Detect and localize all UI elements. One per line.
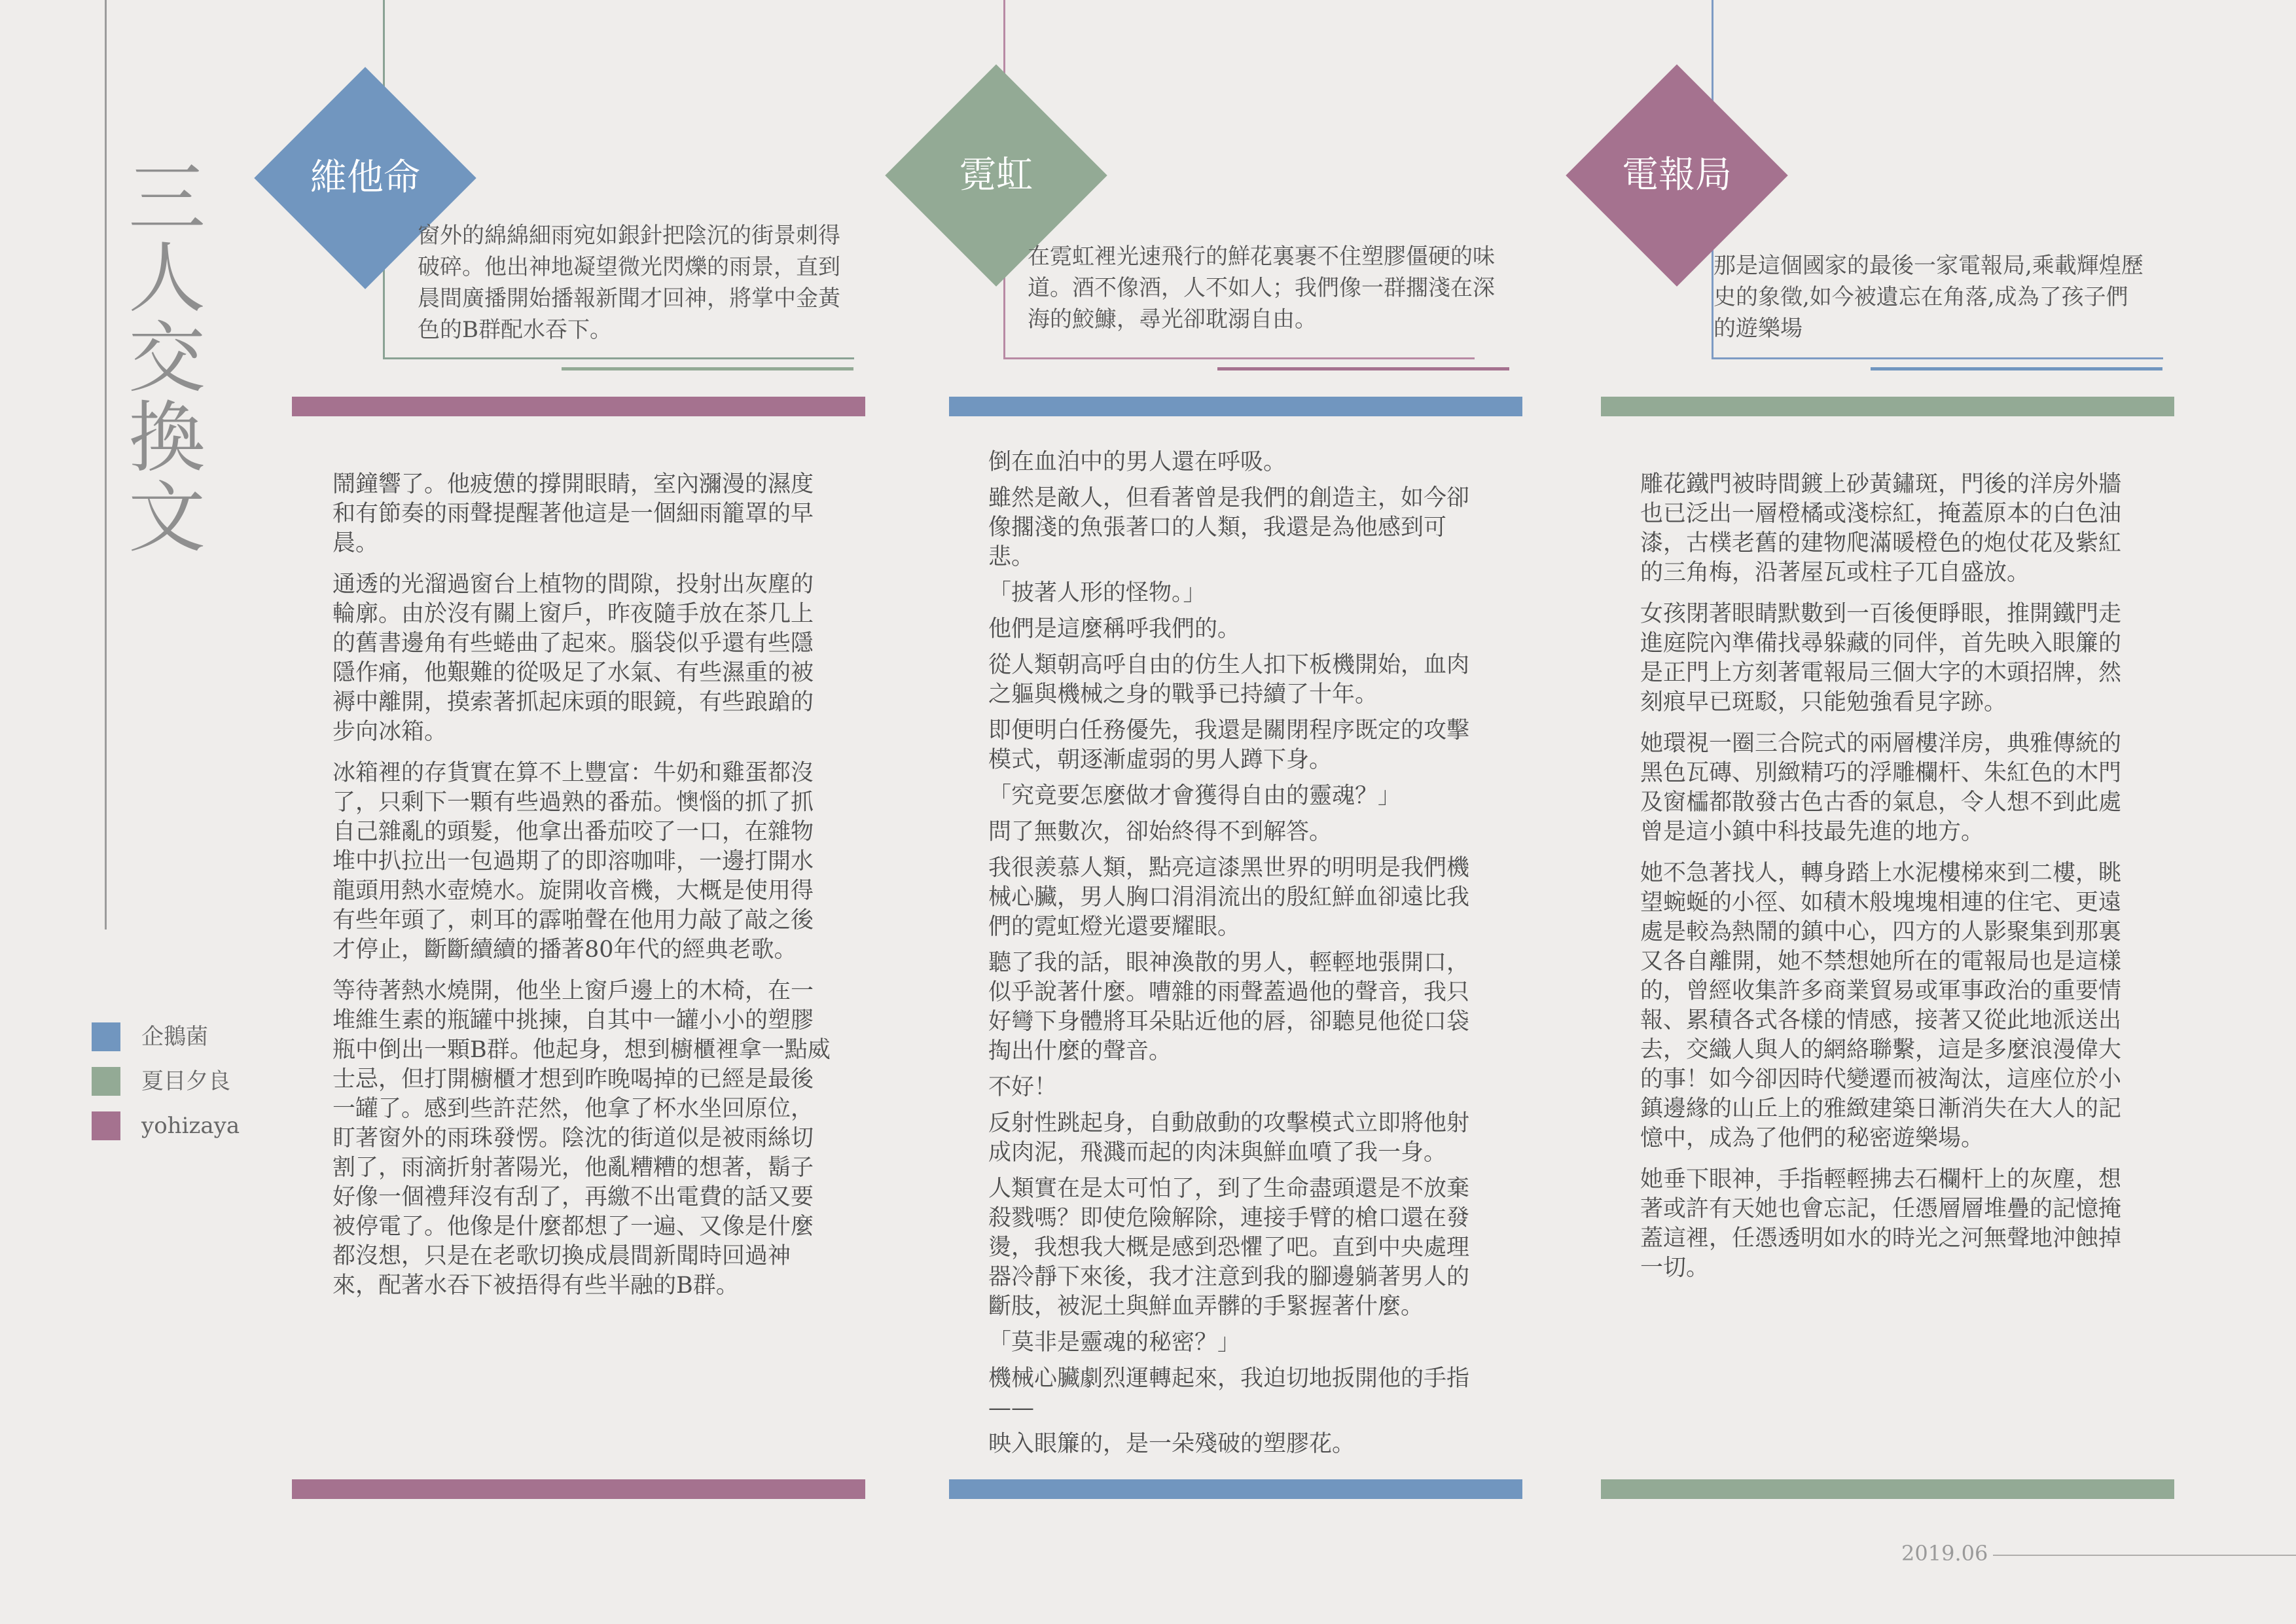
paragraph: 鬧鐘響了。他疲憊的撐開眼睛，室內瀰漫的濕度和有節奏的雨聲提醒著他這是一個細雨籠罩的早晨。	[332, 471, 814, 556]
col3-accent-line	[1871, 367, 2162, 370]
paragraph: 不好！	[988, 1074, 1058, 1100]
column-top-bar	[1601, 397, 2174, 416]
column-bottom-bar	[292, 1479, 865, 1499]
col2-accent-line	[1217, 367, 1509, 370]
paragraph: 女孩閉著眼睛默數到一百後便睜眼，推開鐵門走進庭院內準備找尋躲藏的同伴，首先映入眼簾的是正門上方刻著電報局三個大字的木頭招牌，然刻痕早已斑駁，只能勉強看見字跡。	[1640, 601, 2122, 715]
paragraph: 她不急著找人，轉身踏上水泥樓梯來到二樓，眺望蜿蜒的小徑、如積木般塊塊相連的住宅、更遠處是較為熱鬧的鎮中心，四方的人影聚集到那裏又各自離開，她不禁想她所在的電報局也是這樣的，曾經收集許多商業貿易或軍事政治的重要情報、累積各式各樣的情感，接著又從此地派送出去，交織人與人的網絡聯繫，這是多麼浪漫偉大的事！如今卻因時代變遷而被淘汰，這座位於小鎮邊緣的山丘上的雅緻建築日漸消失在大人的記憶中，成為了他們的秘密遊樂場。	[1640, 860, 2122, 1151]
paragraph: 她環視一圈三合院式的兩層樓洋房，典雅傳統的黑色瓦磚、別緻精巧的浮雕欄杆、朱紅色的木門及窗櫺都散發古色古香的氣息，令人想不到此處曾是這小鎮中科技最先進的地方。	[1640, 731, 2122, 845]
legend-swatch	[92, 1067, 120, 1096]
column-heading: 霓虹	[960, 154, 1033, 196]
legend-swatch	[92, 1111, 120, 1140]
col3-frame-hline	[1712, 357, 2163, 359]
footer-rule	[1993, 1555, 2296, 1556]
legend-swatch	[92, 1022, 120, 1051]
issue-date: 2019.06	[1901, 1541, 1988, 1566]
legend-label: yohizaya	[141, 1113, 240, 1139]
column-heading: 電報局	[1622, 154, 1732, 196]
column-bottom-bar	[1601, 1479, 2174, 1499]
column-intro: 那是這個國家的最後一家電報局,乘載輝煌歷史的象徵,如今被遺忘在角落,成為了孩子們的遊樂場	[1713, 253, 2144, 342]
paragraph: 「究竟要怎麼做才會獲得自由的靈魂？」	[988, 783, 1401, 809]
column-intro: 窗外的綿綿細雨宛如銀針把陰沉的街景刺得破碎。他出神地凝望微光閃爍的雨景，直到晨間廣播開始播報新聞才回神，將掌中金黃色的B群配水吞下。	[418, 223, 840, 343]
paragraph: 等待著熱水燒開，他坐上窗戶邊上的木椅，在一堆維生素的瓶罐中挑揀，自其中一罐小小的塑膠瓶中倒出一顆B群。他起身，想到櫥櫃裡拿一點威士忌，但打開櫥櫃才想到昨晚喝掉的已經是最後一罐了。感到些許茫然，他拿了杯水坐回原位，盯著窗外的雨珠發愣。陰沈的街道似是被雨絲切割了，雨滴折射著陽光，他亂糟糟的想著，鬍子好像一個禮拜沒有刮了，再繳不出電費的話又要被停電了。他像是什麼都想了一遍、又像是什麼都沒想，只是在老歌切換成晨間新聞時回過神來，配著水吞下被捂得有些半融的B群。	[332, 978, 831, 1299]
column-heading: 維他命	[310, 156, 420, 199]
col2-frame-hline	[1003, 357, 1475, 359]
paragraph: 他們是這麼稱呼我們的。	[988, 616, 1241, 642]
paragraph: 「披著人形的怪物。」	[988, 580, 1206, 606]
col1-frame-hline	[383, 357, 854, 359]
column-body	[332, 470, 833, 1312]
paragraph: 她垂下眼神，手指輕輕拂去石欄杆上的灰塵，想著或許有天她也會忘記，任憑層層堆疊的記憶掩蓋這裡，任憑透明如水的時光之河無聲地沖蝕掉一切。	[1640, 1166, 2122, 1281]
paragraph: 反射性跳起身，自動啟動的攻擊模式立即將他射成肉泥，飛濺而起的肉沫與鮮血噴了我一身。	[988, 1110, 1470, 1166]
paragraph: 人類實在是太可怕了，到了生命盡頭還是不放棄殺戮嗎？即使危險解除，連接手臂的槍口還在發燙，我想我大概是感到恐懼了吧。直到中央處理器冷靜下來後，我才注意到我的腳邊躺著男人的斷肢，被泥土與鮮血弄髒的手緊握著什麼。	[988, 1176, 1470, 1320]
paragraph: 倒在血泊中的男人還在呼吸。	[988, 449, 1287, 475]
column-body	[988, 448, 1489, 1466]
legend-label: 夏目夕良	[141, 1068, 230, 1094]
column-intro: 在霓虹裡光速飛行的鮮花裏裹不住塑膠僵硬的味道。酒不像酒，人不如人；我們像一群擱淺在深海的鮫鱇，尋光卻耽溺自由。	[1028, 244, 1495, 333]
paragraph: 聽了我的話，眼神渙散的男人，輕輕地張開口，似乎說著什麼。嘈雜的雨聲蓋過他的聲音，我只好彎下身體將耳朵貼近他的唇，卻聽見他從口袋掏出什麼的聲音。	[988, 950, 1470, 1064]
legend-label: 企鵝菌	[141, 1024, 208, 1050]
column-top-bar	[949, 397, 1522, 416]
paragraph: 雖然是敵人，但看著曾是我們的創造主，如今卻像擱淺的魚張著口的人類，我還是為他感到可悲。	[988, 485, 1470, 570]
paragraph: 機械心臟劇烈運轉起來，我迫切地扳開他的手指——	[988, 1365, 1470, 1421]
column-top-bar	[292, 397, 865, 416]
paragraph: 雕花鐵門被時間鍍上砂黃鏽斑，門後的洋房外牆也已泛出一層橙橘或淺棕紅，掩蓋原本的白色油漆，古樸老舊的建物爬滿暖橙色的炮仗花及紫紅的三角梅，沿著屋瓦或柱子兀自盛放。	[1640, 471, 2122, 586]
paragraph: 我很羨慕人類，點亮這漆黑世界的明明是我們機械心臟，男人胸口涓涓流出的殷紅鮮血卻遠比我們的霓虹燈光還要耀眼。	[988, 855, 1470, 940]
paragraph: 冰箱裡的存貨實在算不上豐富：牛奶和雞蛋都沒了，只剩下一顆有些過熟的番茄。懊惱的抓了抓自己雜亂的頭髮，他拿出番茄咬了一口，在雜物堆中扒拉出一包過期了的即溶咖啡，一邊打開水龍頭用熱水壺燒水。旋開收音機，大概是使用得有些年頭了，刺耳的霹啪聲在他用力敲了敲之後才停止，斷斷續續的播著80年代的經典老歌。	[332, 760, 814, 963]
title-rule	[105, 0, 107, 929]
paragraph: 映入眼簾的，是一朵殘破的塑膠花。	[988, 1431, 1355, 1457]
page-title: 三人交換文	[115, 157, 206, 556]
paragraph: 「莫非是靈魂的秘密？」	[988, 1329, 1241, 1356]
paragraph: 問了無數次，卻始終得不到解答。	[988, 819, 1333, 845]
column-body	[1640, 470, 2141, 1295]
paragraph: 從人類朝高呼自由的仿生人扣下板機開始，血肉之軀與機械之身的戰爭已持續了十年。	[988, 652, 1470, 708]
column-bottom-bar	[949, 1479, 1522, 1499]
paragraph: 即便明白任務優先，我還是關閉程序既定的攻擊模式，朝逐漸虛弱的男人蹲下身。	[988, 717, 1470, 773]
paragraph: 通透的光溜過窗台上植物的間隙，投射出灰塵的輪廓。由於沒有關上窗戶，昨夜隨手放在茶几上的舊書邊角有些蜷曲了起來。腦袋似乎還有些隱隱作痛，他艱難的從吸足了水氣、有些濕重的被褥中離開，摸索著抓起床頭的眼鏡，有些踉蹌的步向冰箱。	[332, 571, 814, 745]
col1-accent-line	[562, 367, 853, 370]
